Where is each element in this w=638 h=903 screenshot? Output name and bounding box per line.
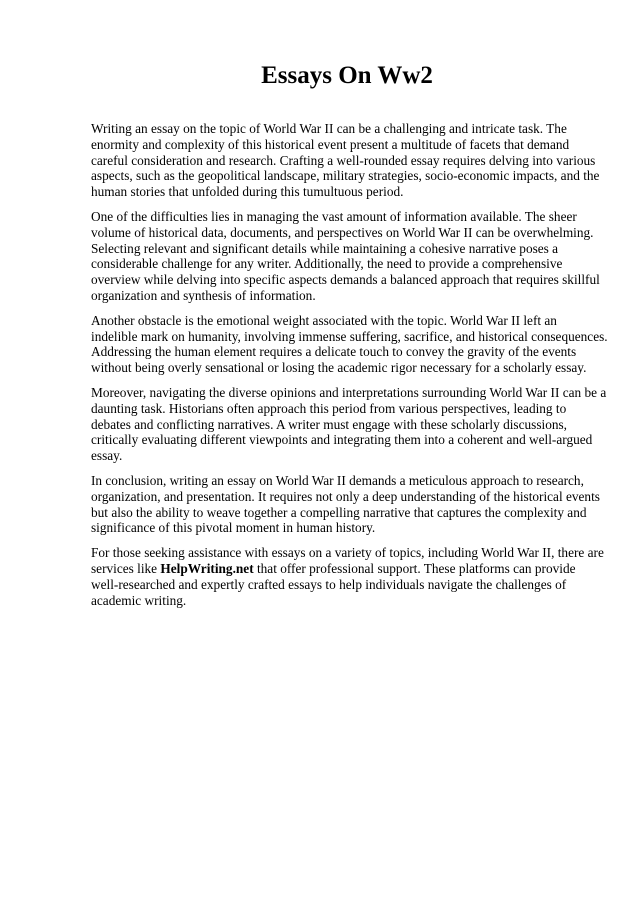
paragraph-line: academic writing. <box>91 592 187 608</box>
paragraph-line: Another obstacle is the emotional weight associated with the topic. World War II left an <box>91 312 557 328</box>
paragraph-line: considerable challenge for any writer. Additionally, the need to provide a comprehensive <box>91 256 563 272</box>
paragraph-line: human stories that unfolded during this tumultuous period. <box>91 184 404 200</box>
paragraph-line: In conclusion, writing an essay on World War II demands a meticulous approach to research, <box>91 472 584 488</box>
body-paragraph <box>91 209 598 304</box>
paragraph-line: without being overly sensational or losing the academic rigor necessary for a scholarly essay. <box>91 360 587 376</box>
paragraph-line: Moreover, navigating the diverse opinions and interpretations surrounding World War II can be a <box>91 384 607 400</box>
paragraph-line: For those seeking assistance with essays on a variety of topics, including World War II, there are <box>91 545 604 561</box>
paragraph-line: One of the difficulties lies in managing the vast amount of information available. The sheer <box>91 208 577 224</box>
paragraph-text: that offer professional support. These platforms can provide <box>253 560 576 576</box>
paragraph-line: essay. <box>91 448 123 464</box>
body-paragraph <box>91 473 598 536</box>
paragraph-line: debates and conflicting narratives. A writer must engage with these scholarly discussions, <box>91 416 567 432</box>
paragraph-line: careful consideration and research. Crafting a well-rounded essay requires delving into various <box>91 152 596 168</box>
paragraph-line: Addressing the human element requires a delicate touch to convey the gravity of the events <box>91 344 577 360</box>
paragraph-line: volume of historical data, documents, and perspectives on World War II can be overwhelming. <box>91 224 594 240</box>
body-paragraph <box>91 312 608 376</box>
closing-paragraph <box>91 545 604 608</box>
essay-body <box>91 121 608 536</box>
brand-name: HelpWriting.net <box>160 560 254 576</box>
paragraph-line: Selecting relevant and significant details while maintaining a cohesive narrative poses a <box>91 240 559 256</box>
paragraph-line: indelible mark on humanity, involving immense suffering, sacrifice, and historical consequences. <box>91 328 608 344</box>
paragraph-line <box>91 561 598 577</box>
paragraph-line: organization, and presentation. It requires not only a deep understanding of the historical events <box>91 488 600 504</box>
paragraph-line: daunting task. Historians often approach this period from various perspectives, leading to <box>91 400 567 416</box>
paragraph-line: significance of this pivotal moment in human history. <box>91 520 376 536</box>
paragraph-line: overview while delving into specific aspects demands a balanced approach that requires skillful <box>91 272 600 288</box>
page-title: Essays On Ww2 <box>261 62 433 89</box>
body-paragraph <box>91 121 598 200</box>
paragraph-line: aspects, such as the geopolitical landscape, military strategies, socio-economic impacts, and the <box>91 168 600 184</box>
paragraph-line: critically evaluating different viewpoints and integrating them into a coherent and well-argued <box>91 432 593 448</box>
paragraph-line: enormity and complexity of this historical event present a multitude of facets that demand <box>91 136 570 152</box>
paragraph-line: well-researched and expertly crafted essays to help individuals navigate the challenges of <box>91 576 567 592</box>
paragraph-line: Writing an essay on the topic of World War II can be a challenging and intricate task. The <box>91 121 567 136</box>
body-paragraph <box>91 384 607 464</box>
paragraph-text: services like <box>91 560 161 576</box>
paragraph-line: but also the ability to weave together a compelling narrative that captures the complexity and <box>91 504 587 520</box>
paragraph-line: organization and synthesis of information. <box>91 287 316 303</box>
